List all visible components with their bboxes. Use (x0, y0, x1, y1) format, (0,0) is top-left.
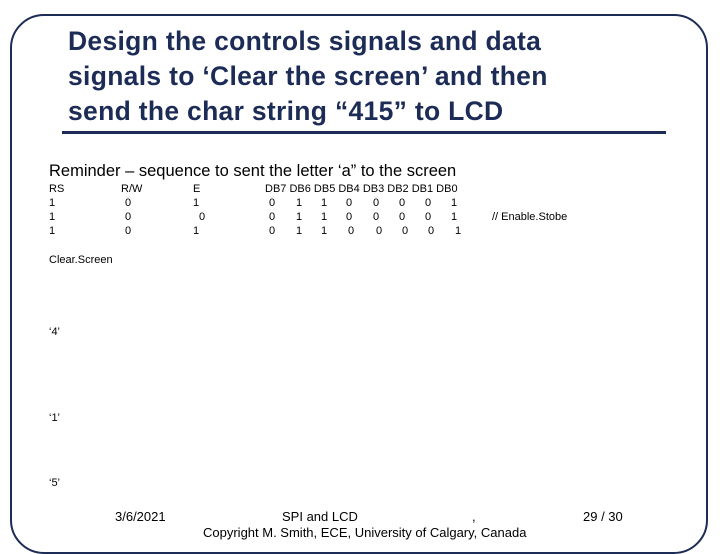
row1-db5: 1 (321, 197, 328, 209)
row1-e: 1 (193, 197, 200, 209)
header-db: DB7 DB6 DB5 DB4 DB3 DB2 DB1 DB0 (265, 183, 458, 195)
row2-db6: 1 (296, 211, 303, 223)
char-1-label: ‘1’ (49, 412, 61, 424)
title-line-3: send the char string “415” to LCD (68, 96, 504, 126)
row3-rw: 0 (125, 225, 132, 237)
row2-db7: 0 (269, 211, 276, 223)
row3-rs: 1 (49, 225, 56, 237)
row3-db7: 0 (269, 225, 276, 237)
row3-e: 1 (193, 225, 200, 237)
header-rs: RS (49, 183, 65, 195)
row1-db1: 0 (425, 197, 432, 209)
char-5-label: ‘5’ (49, 477, 61, 489)
title-line-1: Design the controls signals and data (68, 26, 542, 56)
row2-db5: 1 (321, 211, 328, 223)
row2-db2: 0 (399, 211, 406, 223)
title-underline (62, 131, 666, 134)
row3-db0: 1 (455, 225, 462, 237)
row1-rs: 1 (49, 197, 56, 209)
header-e: E (193, 183, 201, 195)
header-rw: R/W (121, 183, 143, 195)
footer-separator: , (472, 509, 476, 524)
title-line-2: signals to ‘Clear the screen’ and then (68, 61, 548, 91)
row2-rw: 0 (125, 211, 132, 223)
row3-db4: 0 (348, 225, 355, 237)
row2-e: 0 (199, 211, 206, 223)
row3-db1: 0 (428, 225, 435, 237)
row1-rw: 0 (125, 197, 132, 209)
row3-db6: 1 (296, 225, 303, 237)
clear-screen-label: Clear.Screen (49, 254, 113, 266)
row2-note: // Enable.Stobe (492, 211, 568, 223)
row2-db0: 1 (451, 211, 458, 223)
row2-rs: 1 (49, 211, 56, 223)
footer-topic: SPI and LCD (282, 509, 358, 524)
slide-title (68, 24, 668, 129)
row3-db2: 0 (402, 225, 409, 237)
char-4-label: ‘4’ (49, 326, 61, 338)
row1-db4: 0 (346, 197, 353, 209)
reminder-text: Reminder – sequence to sent the letter ‘a” to the screen (49, 162, 457, 180)
row2-db3: 0 (373, 211, 380, 223)
row2-db4: 0 (346, 211, 353, 223)
row2-db1: 0 (425, 211, 432, 223)
row1-db3: 0 (373, 197, 380, 209)
row1-db2: 0 (399, 197, 406, 209)
row3-db5: 1 (321, 225, 328, 237)
footer-copyright: Copyright M. Smith, ECE, University of Calgary, Canada (203, 525, 527, 540)
row1-db0: 1 (451, 197, 458, 209)
row1-db7: 0 (269, 197, 276, 209)
row3-db3: 0 (376, 225, 383, 237)
footer-page-number: 29 / 30 (583, 509, 623, 524)
footer-date: 3/6/2021 (115, 509, 166, 524)
row1-db6: 1 (296, 197, 303, 209)
